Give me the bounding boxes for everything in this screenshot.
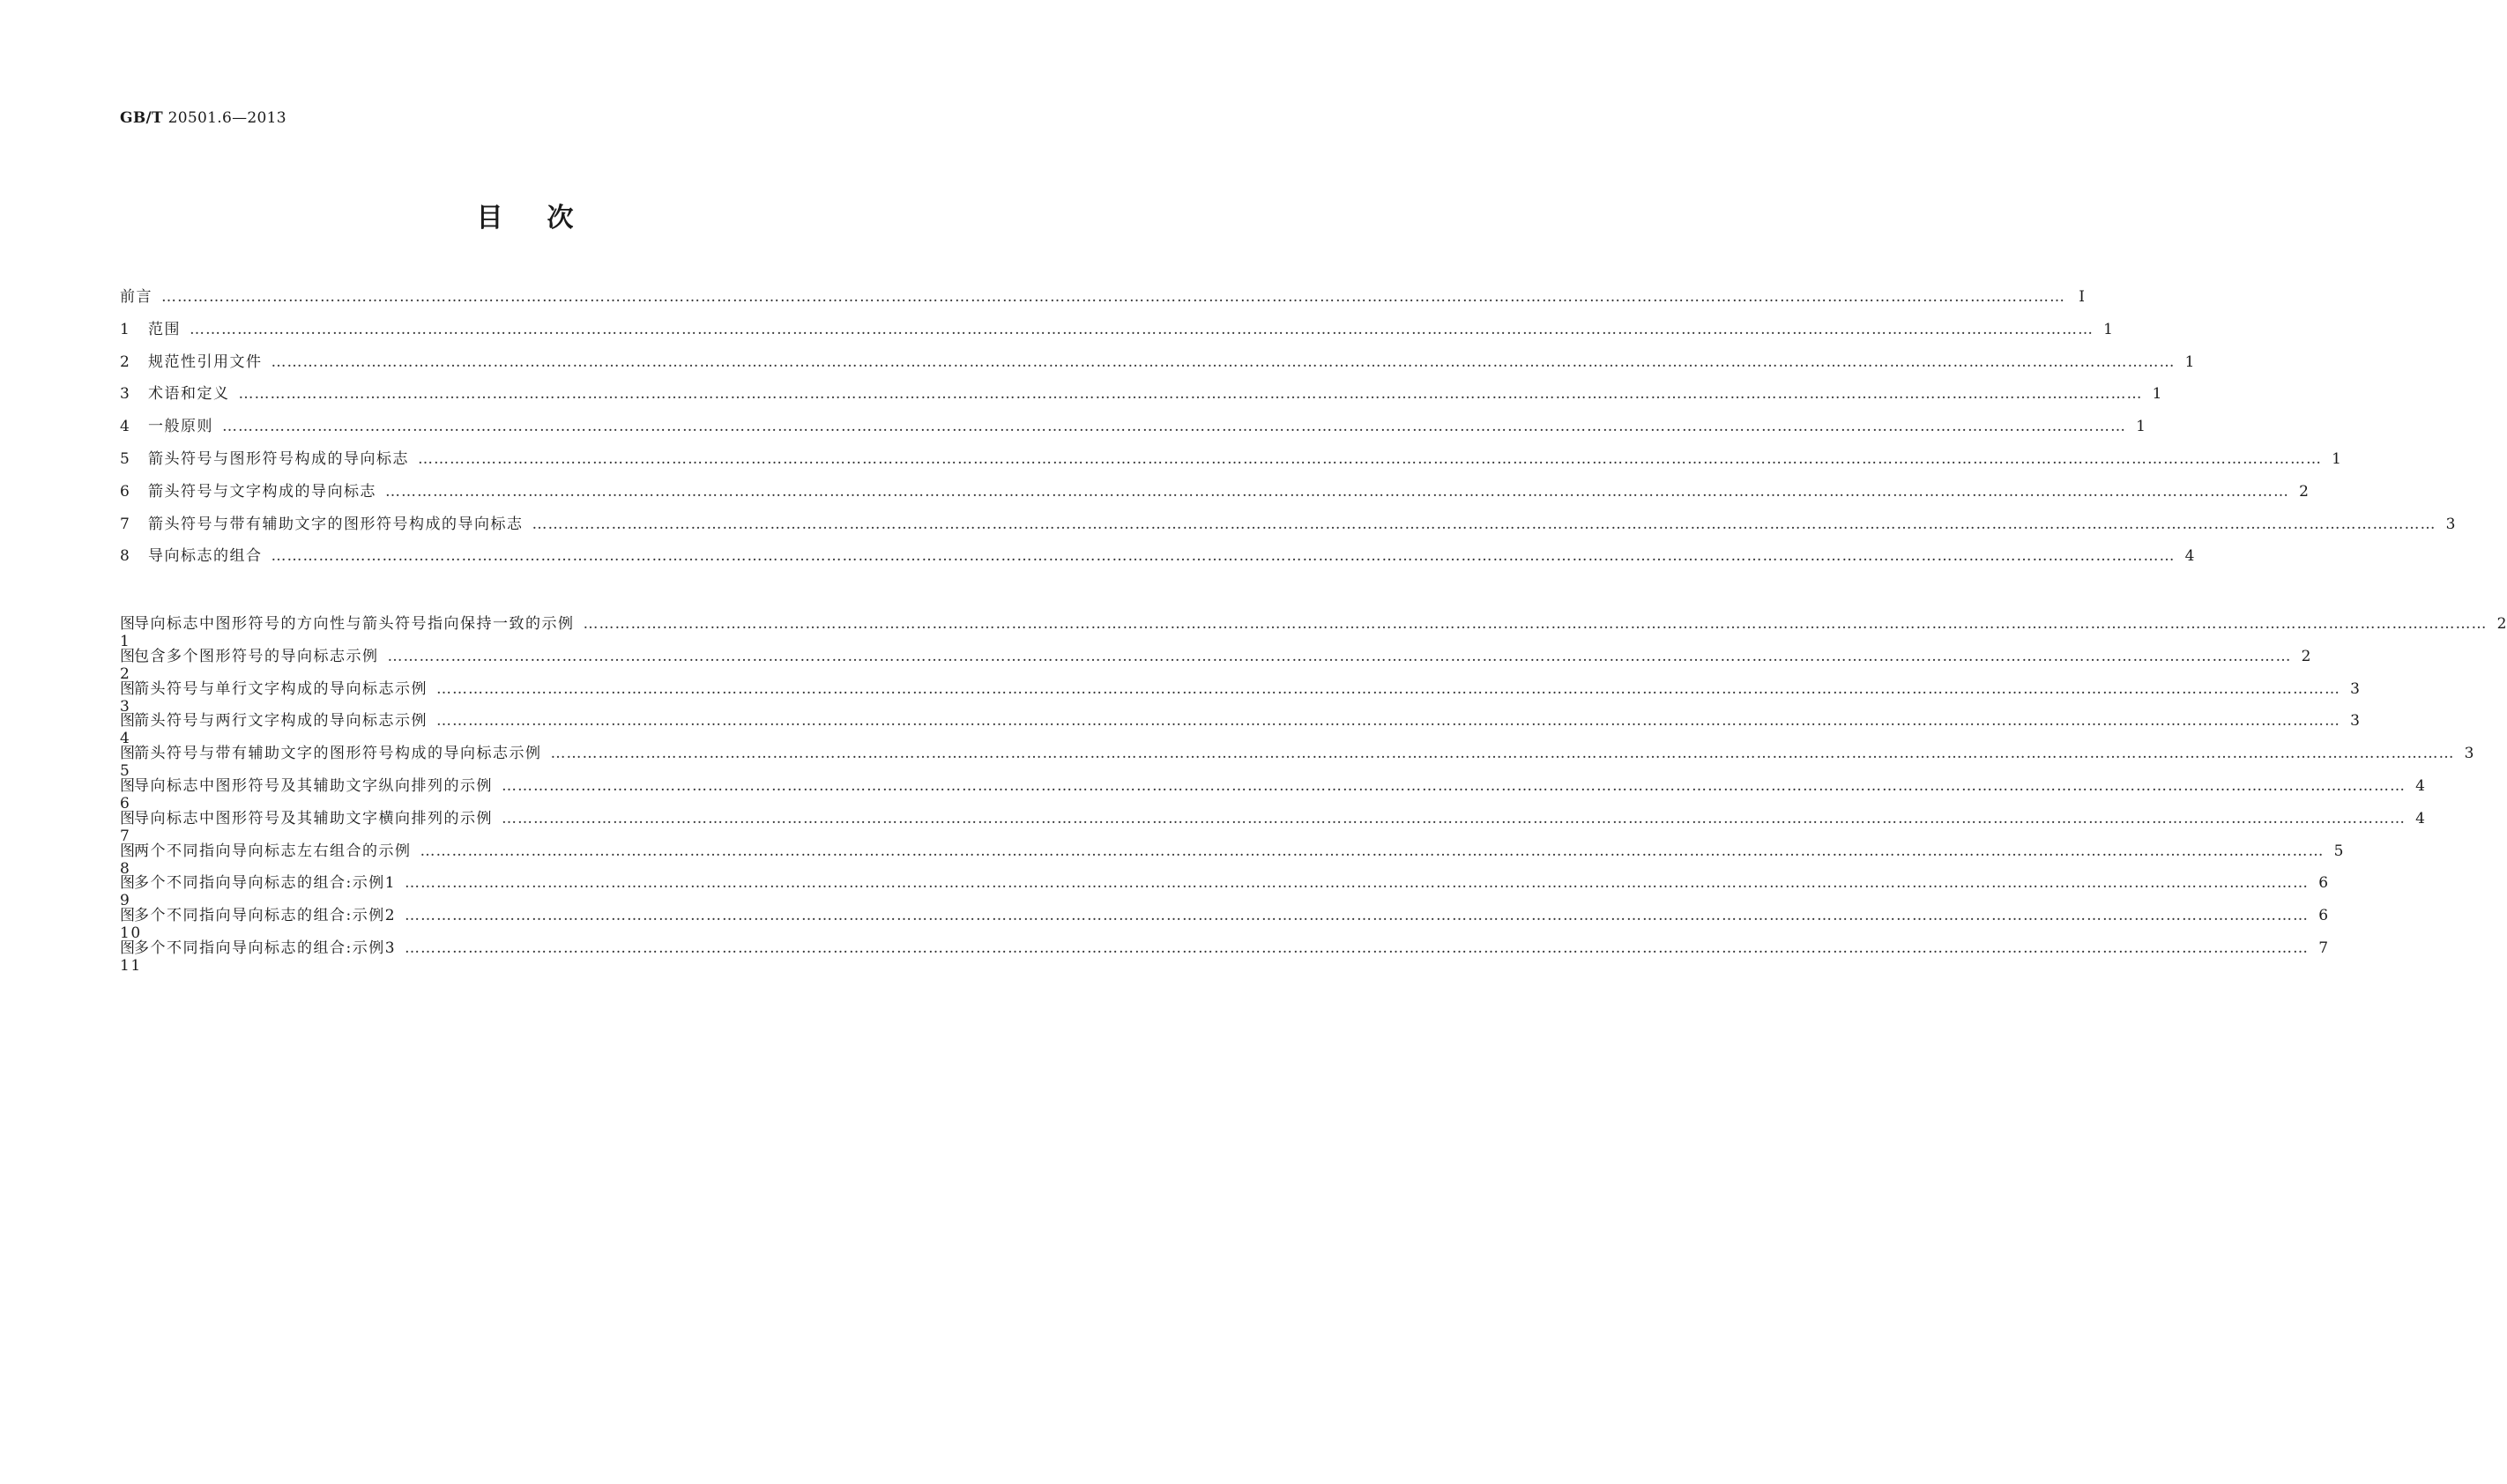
toc-entry-page: 3 (2350, 679, 2360, 698)
toc-section-entry[interactable] (120, 284, 2085, 316)
standard-code (120, 109, 286, 127)
standard-number: 20501.6—2013 (167, 109, 286, 127)
toc-leader-dots: ……………………………………………………………………………………………………………………………………………………………………………………………………………………………………………………………………………………………………………………………… (436, 712, 2340, 731)
toc-entry-label: 规范性引用文件 (148, 352, 263, 371)
toc-section-entry[interactable] (120, 413, 2146, 446)
toc-entry-page: 2 (2496, 615, 2507, 633)
toc-entry-number: 1 (120, 320, 131, 338)
toc-entry-page: 1 (2152, 385, 2162, 404)
toc-leader-dots: ……………………………………………………………………………………………………………………………………………………………………………………………………………………………………………………………………………………………………………………………… (502, 809, 2406, 827)
toc-entry-number: 图6 (120, 776, 137, 812)
toc-leader-dots: ……………………………………………………………………………………………………………………………………………………………………………………………………………………………………………………………………………………………………………………………… (190, 320, 2094, 338)
toc-section-entry[interactable] (120, 479, 2309, 511)
toc-entry-label: 箭头符号与带有辅助文字的图形符号构成的导向标志示例 (134, 745, 542, 763)
toc-figure-entry[interactable] (120, 643, 2311, 683)
toc-entry-label: 范围 (148, 320, 181, 338)
toc-leader-dots: ……………………………………………………………………………………………………………………………………………………………………………………………………………………………………………………………………………………………………………………………… (532, 515, 2436, 533)
toc-leader-dots: ……………………………………………………………………………………………………………………………………………………………………………………………………………………………………………………………………………………………………………………………… (502, 776, 2406, 795)
toc-figures (120, 611, 2507, 975)
toc-entry-page: 1 (2103, 320, 2113, 338)
toc-entry-label: 多个不同指向导向标志的组合:示例3 (134, 939, 397, 957)
toc-leader-dots: ……………………………………………………………………………………………………………………………………………………………………………………………………………………………………………………………………………………………………………………………… (420, 842, 2325, 860)
toc-figure-entry[interactable] (120, 676, 2360, 716)
page-title: 目次 (476, 203, 618, 234)
toc-entry-page: 2 (2299, 482, 2309, 501)
toc-leader-dots: ……………………………………………………………………………………………………………………………………………………………………………………………………………………………………………………………………………………………………………………………… (238, 385, 2143, 404)
toc-entry-label: 导向标志中图形符号的方向性与箭头符号指向保持一致的示例 (134, 615, 575, 633)
toc-entry-number: 图8 (120, 842, 137, 878)
toc-entry-label: 导向标志的组合 (148, 547, 263, 566)
toc-leader-dots: ……………………………………………………………………………………………………………………………………………………………………………………………………………………………………………………………………………………………………………………………… (405, 907, 2310, 925)
toc-entry-label: 箭头符号与文字构成的导向标志 (148, 482, 376, 501)
toc-entry-number: 图10 (120, 907, 142, 943)
toc-figure-entry[interactable] (120, 611, 2507, 650)
toc-entry-label: 导向标志中图形符号及其辅助文字纵向排列的示例 (134, 776, 493, 795)
toc-entry-label: 前言 (120, 288, 153, 306)
toc-leader-dots: ……………………………………………………………………………………………………………………………………………………………………………………………………………………………………………………………………………………………………………………………… (405, 874, 2310, 893)
toc-leader-dots: ……………………………………………………………………………………………………………………………………………………………………………………………………………………………………………………………………………………………………………………………… (405, 939, 2310, 957)
toc-entry-page: 3 (2350, 712, 2360, 731)
toc-entry-number: 图4 (120, 712, 137, 748)
toc-entry-page: 5 (2333, 842, 2344, 860)
toc-entry-label: 多个不同指向导向标志的组合:示例1 (134, 874, 397, 893)
toc-entry-page: 4 (2415, 809, 2425, 827)
toc-entry-page: 3 (2445, 515, 2456, 533)
toc-section-entry[interactable] (120, 381, 2162, 413)
toc-entry-label: 多个不同指向导向标志的组合:示例2 (134, 907, 397, 925)
toc-leader-dots: ……………………………………………………………………………………………………………………………………………………………………………………………………………………………………………………………………………………………………………………………… (418, 449, 2322, 468)
toc-leader-dots: ……………………………………………………………………………………………………………………………………………………………………………………………………………………………………………………………………………………………………………………………… (436, 679, 2340, 698)
toc-entry-page: 2 (2301, 647, 2311, 665)
toc-entry-number: 图5 (120, 745, 137, 781)
toc-entry-page: 1 (2332, 449, 2341, 468)
toc-entry-page: 6 (2318, 907, 2329, 925)
toc-section-entry[interactable] (120, 446, 2341, 479)
toc-entry-page: 7 (2318, 939, 2329, 957)
toc-leader-dots: ……………………………………………………………………………………………………………………………………………………………………………………………………………………………………………………………………………………………………………………………… (385, 482, 2289, 501)
toc-entry-label: 导向标志中图形符号及其辅助文字横向排列的示例 (134, 809, 493, 827)
toc-entry-number: 6 (120, 482, 131, 501)
toc-entry-number: 图1 (120, 615, 137, 650)
toc-leader-dots: ……………………………………………………………………………………………………………………………………………………………………………………………………………………………………………………………………………………………………………………………… (161, 288, 2065, 306)
toc-sections (120, 284, 2456, 575)
toc-entry-number: 图11 (120, 939, 142, 975)
toc-entry-number: 3 (120, 385, 131, 404)
toc-leader-dots: ……………………………………………………………………………………………………………………………………………………………………………………………………………………………………………………………………………………………………………………………… (550, 745, 2455, 763)
toc-section-entry[interactable] (120, 349, 2195, 382)
toc-entry-page: 1 (2184, 352, 2195, 371)
toc-entry-number: 图2 (120, 647, 137, 683)
toc-figure-entry[interactable] (120, 935, 2329, 975)
toc-leader-dots: ……………………………………………………………………………………………………………………………………………………………………………………………………………………………………………………………………………………………………………………………… (271, 547, 2176, 566)
toc-figure-entry[interactable] (120, 805, 2425, 845)
toc-entry-label: 箭头符号与单行文字构成的导向标志示例 (134, 679, 428, 698)
toc-entry-page: 4 (2415, 776, 2425, 795)
toc-entry-label: 箭头符号与带有辅助文字的图形符号构成的导向标志 (148, 515, 524, 533)
toc-entry-number: 图7 (120, 809, 137, 845)
toc-entry-number: 8 (120, 547, 131, 566)
toc-leader-dots: ……………………………………………………………………………………………………………………………………………………………………………………………………………………………………………………………………………………………………………………………… (271, 352, 2176, 371)
toc-entry-label: 包含多个图形符号的导向标志示例 (134, 647, 379, 665)
toc-entry-page: 3 (2464, 745, 2474, 763)
toc-entry-number: 图9 (120, 874, 137, 910)
toc-entry-label: 箭头符号与两行文字构成的导向标志示例 (134, 712, 428, 731)
toc-figure-entry[interactable] (120, 870, 2329, 910)
toc-leader-dots: ……………………………………………………………………………………………………………………………………………………………………………………………………………………………………………………………………………………………………………………………… (387, 647, 2292, 665)
toc-figure-entry[interactable] (120, 902, 2329, 943)
toc-section-entry[interactable] (120, 543, 2195, 575)
toc-figure-entry[interactable] (120, 740, 2474, 781)
toc-entry-label: 箭头符号与图形符号构成的导向标志 (148, 449, 409, 468)
toc-leader-dots: ……………………………………………………………………………………………………………………………………………………………………………………………………………………………………………………………………………………………………………………………… (222, 418, 2126, 436)
toc-entry-page: Ⅰ (2079, 288, 2085, 306)
toc-figure-entry[interactable] (120, 708, 2360, 748)
standard-prefix: GB/T (120, 109, 163, 127)
toc-figure-entry[interactable] (120, 773, 2425, 812)
toc-section-entry[interactable] (120, 511, 2456, 544)
toc-entry-page: 4 (2184, 547, 2195, 566)
toc-entry-number: 2 (120, 352, 131, 371)
toc-entry-label: 术语和定义 (148, 385, 230, 404)
toc-entry-page: 6 (2318, 874, 2329, 893)
toc-entry-label: 两个不同指向导向标志左右组合的示例 (134, 842, 412, 860)
toc-figure-entry[interactable] (120, 838, 2344, 878)
toc-leader-dots: ……………………………………………………………………………………………………………………………………………………………………………………………………………………………………………………………………………………………………………………………… (583, 615, 2488, 633)
toc-entry-number: 5 (120, 449, 131, 468)
toc-entry-label: 一般原则 (148, 418, 213, 436)
toc-entry-number: 4 (120, 418, 131, 436)
toc-entry-page: 1 (2136, 418, 2146, 436)
toc-entry-number: 图3 (120, 679, 137, 716)
toc-section-entry[interactable] (120, 316, 2113, 349)
toc-entry-number: 7 (120, 515, 131, 533)
